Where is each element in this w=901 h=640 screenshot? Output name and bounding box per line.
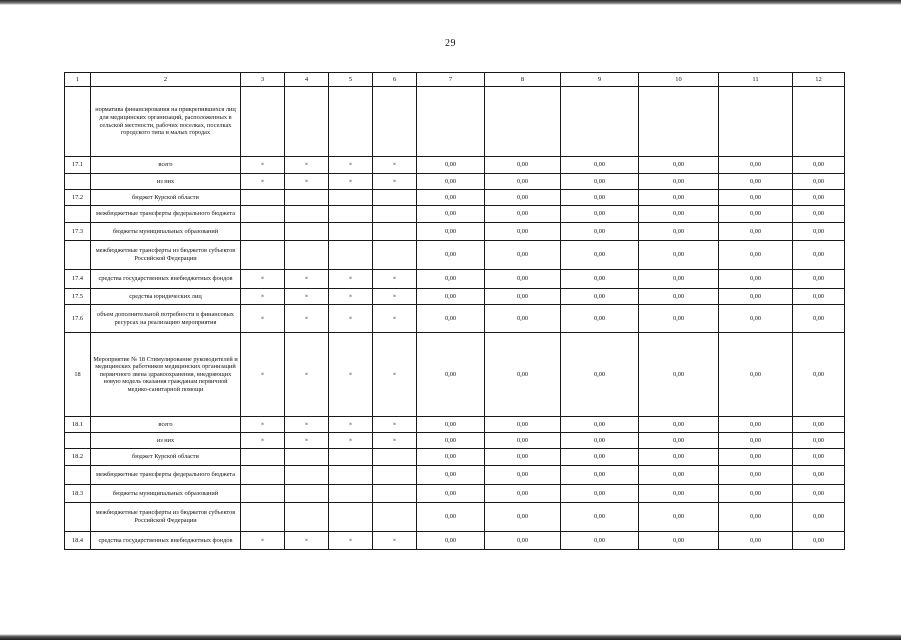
mark-cell: ×	[285, 433, 329, 449]
row-name: бюджет Курской области	[91, 449, 241, 466]
value-cell: 0,00	[561, 223, 639, 241]
row-number: 18.2	[65, 449, 91, 466]
value-cell	[485, 87, 561, 157]
value-cell: 0,00	[793, 270, 845, 289]
mark-cell	[285, 485, 329, 503]
value-cell: 0,00	[719, 417, 793, 433]
value-cell: 0,00	[561, 174, 639, 190]
value-cell: 0,00	[639, 174, 719, 190]
value-cell: 0,00	[485, 289, 561, 305]
header-cell: 10	[639, 73, 719, 87]
value-cell: 0,00	[485, 485, 561, 503]
value-cell: 0,00	[793, 449, 845, 466]
value-cell: 0,00	[639, 503, 719, 532]
header-row	[65, 73, 845, 87]
value-cell: 0,00	[719, 223, 793, 241]
row-name: всего	[91, 157, 241, 174]
value-cell: 0,00	[561, 206, 639, 223]
header-cell: 9	[561, 73, 639, 87]
mark-cell	[329, 206, 373, 223]
value-cell: 0,00	[719, 305, 793, 333]
mark-cell: ×	[285, 417, 329, 433]
row-name: средства государственных внебюджетных фондов	[91, 532, 241, 550]
value-cell: 0,00	[793, 305, 845, 333]
row-name: межбюджетные трансферты из бюджетов субъектов Российской Федерации	[91, 241, 241, 270]
table-row	[65, 503, 845, 532]
value-cell	[417, 87, 485, 157]
value-cell: 0,00	[485, 417, 561, 433]
mark-cell	[285, 190, 329, 206]
scan-edge-top	[0, 0, 901, 5]
value-cell: 0,00	[561, 157, 639, 174]
table-row	[65, 417, 845, 433]
mark-cell: ×	[241, 289, 285, 305]
row-name: из них	[91, 433, 241, 449]
value-cell: 0,00	[639, 417, 719, 433]
value-cell: 0,00	[719, 333, 793, 417]
row-number	[65, 433, 91, 449]
value-cell: 0,00	[485, 433, 561, 449]
value-cell: 0,00	[719, 466, 793, 485]
mark-cell	[285, 223, 329, 241]
row-name: Мероприятие № 18 Стимулирование руководителей и медицинских работников медицинских организаций первичного звена здравоохранения, внедряющих новую модель оказания гражданам первичной медико-санитарной помощи	[91, 333, 241, 417]
row-name: норматива финансирования на прикрепившихся лиц для медицинских организаций, расположенных в сельской местности, рабочих поселках, поселках городского типа и малых городах	[91, 87, 241, 157]
value-cell: 0,00	[485, 466, 561, 485]
table-row	[65, 270, 845, 289]
value-cell: 0,00	[485, 241, 561, 270]
value-cell: 0,00	[793, 157, 845, 174]
row-number: 17.1	[65, 157, 91, 174]
table-row	[65, 241, 845, 270]
mark-cell: ×	[329, 289, 373, 305]
value-cell: 0,00	[639, 466, 719, 485]
value-cell: 0,00	[417, 223, 485, 241]
row-number: 17.4	[65, 270, 91, 289]
mark-cell	[241, 466, 285, 485]
value-cell	[561, 87, 639, 157]
value-cell: 0,00	[485, 333, 561, 417]
value-cell: 0,00	[719, 241, 793, 270]
value-cell: 0,00	[485, 532, 561, 550]
mark-cell	[329, 190, 373, 206]
value-cell: 0,00	[417, 174, 485, 190]
mark-cell	[373, 485, 417, 503]
table-row	[65, 87, 845, 157]
mark-cell	[285, 449, 329, 466]
value-cell: 0,00	[485, 305, 561, 333]
value-cell: 0,00	[417, 305, 485, 333]
row-number: 18	[65, 333, 91, 417]
row-number	[65, 174, 91, 190]
mark-cell	[329, 449, 373, 466]
value-cell: 0,00	[639, 333, 719, 417]
value-cell: 0,00	[561, 466, 639, 485]
value-cell: 0,00	[561, 289, 639, 305]
value-cell: 0,00	[639, 157, 719, 174]
value-cell: 0,00	[793, 485, 845, 503]
value-cell: 0,00	[719, 174, 793, 190]
mark-cell	[329, 485, 373, 503]
mark-cell	[241, 449, 285, 466]
row-name: межбюджетные трансферты федерального бюджета	[91, 466, 241, 485]
mark-cell: ×	[373, 174, 417, 190]
row-number	[65, 87, 91, 157]
mark-cell	[285, 466, 329, 485]
value-cell: 0,00	[417, 532, 485, 550]
value-cell: 0,00	[793, 417, 845, 433]
mark-cell: ×	[285, 305, 329, 333]
row-name: всего	[91, 417, 241, 433]
value-cell: 0,00	[719, 485, 793, 503]
value-cell: 0,00	[485, 223, 561, 241]
value-cell: 0,00	[719, 206, 793, 223]
mark-cell	[329, 87, 373, 157]
value-cell: 0,00	[719, 190, 793, 206]
value-cell: 0,00	[639, 270, 719, 289]
row-number	[65, 241, 91, 270]
value-cell: 0,00	[417, 466, 485, 485]
value-cell: 0,00	[719, 532, 793, 550]
value-cell: 0,00	[417, 270, 485, 289]
mark-cell: ×	[329, 305, 373, 333]
mark-cell: ×	[285, 532, 329, 550]
value-cell: 0,00	[639, 305, 719, 333]
mark-cell: ×	[285, 333, 329, 417]
mark-cell	[329, 503, 373, 532]
header-cell: 7	[417, 73, 485, 87]
mark-cell	[329, 223, 373, 241]
table-row	[65, 190, 845, 206]
value-cell: 0,00	[639, 289, 719, 305]
value-cell: 0,00	[485, 503, 561, 532]
value-cell: 0,00	[793, 503, 845, 532]
value-cell: 0,00	[561, 449, 639, 466]
header-cell: 8	[485, 73, 561, 87]
value-cell: 0,00	[793, 190, 845, 206]
value-cell: 0,00	[793, 174, 845, 190]
mark-cell: ×	[373, 305, 417, 333]
row-number: 17.3	[65, 223, 91, 241]
value-cell: 0,00	[639, 485, 719, 503]
value-cell: 0,00	[793, 433, 845, 449]
value-cell	[719, 87, 793, 157]
row-number	[65, 503, 91, 532]
mark-cell	[373, 466, 417, 485]
mark-cell: ×	[373, 270, 417, 289]
value-cell: 0,00	[639, 223, 719, 241]
value-cell: 0,00	[719, 157, 793, 174]
page-number: 29	[445, 38, 456, 49]
row-number	[65, 206, 91, 223]
mark-cell: ×	[373, 417, 417, 433]
row-name: средства юридических лиц	[91, 289, 241, 305]
table-row	[65, 532, 845, 550]
mark-cell: ×	[329, 433, 373, 449]
mark-cell	[373, 503, 417, 532]
value-cell: 0,00	[485, 270, 561, 289]
value-cell	[793, 87, 845, 157]
table-row	[65, 289, 845, 305]
header-cell: 3	[241, 73, 285, 87]
table-row	[65, 305, 845, 333]
mark-cell	[373, 87, 417, 157]
row-number: 17.6	[65, 305, 91, 333]
table-row	[65, 466, 845, 485]
table-row	[65, 449, 845, 466]
mark-cell	[373, 223, 417, 241]
row-number: 17.2	[65, 190, 91, 206]
row-name: межбюджетные трансферты из бюджетов субъектов Российской Федерации	[91, 503, 241, 532]
mark-cell: ×	[241, 417, 285, 433]
mark-cell	[285, 87, 329, 157]
value-cell: 0,00	[561, 433, 639, 449]
value-cell: 0,00	[485, 206, 561, 223]
mark-cell	[285, 206, 329, 223]
row-number: 18.3	[65, 485, 91, 503]
value-cell: 0,00	[417, 433, 485, 449]
value-cell: 0,00	[561, 241, 639, 270]
value-cell: 0,00	[417, 485, 485, 503]
value-cell: 0,00	[417, 417, 485, 433]
value-cell: 0,00	[561, 417, 639, 433]
row-name: объем дополнительной потребности в финансовых ресурсах на реализацию мероприятия	[91, 305, 241, 333]
value-cell: 0,00	[561, 270, 639, 289]
row-number: 18.1	[65, 417, 91, 433]
value-cell: 0,00	[561, 190, 639, 206]
value-cell: 0,00	[793, 289, 845, 305]
value-cell: 0,00	[719, 433, 793, 449]
header-cell: 1	[65, 73, 91, 87]
value-cell: 0,00	[639, 206, 719, 223]
value-cell: 0,00	[417, 241, 485, 270]
header-cell: 11	[719, 73, 793, 87]
mark-cell: ×	[329, 417, 373, 433]
value-cell: 0,00	[561, 532, 639, 550]
mark-cell: ×	[285, 289, 329, 305]
row-name: средства государственных внебюджетных фондов	[91, 270, 241, 289]
mark-cell	[241, 190, 285, 206]
mark-cell	[241, 503, 285, 532]
mark-cell: ×	[373, 433, 417, 449]
value-cell: 0,00	[417, 449, 485, 466]
header-cell: 6	[373, 73, 417, 87]
value-cell: 0,00	[417, 190, 485, 206]
mark-cell: ×	[285, 157, 329, 174]
row-number: 18.4	[65, 532, 91, 550]
mark-cell: ×	[241, 433, 285, 449]
mark-cell	[373, 190, 417, 206]
value-cell: 0,00	[639, 241, 719, 270]
value-cell	[639, 87, 719, 157]
row-name: бюджет Курской области	[91, 190, 241, 206]
value-cell: 0,00	[417, 157, 485, 174]
value-cell: 0,00	[639, 190, 719, 206]
mark-cell: ×	[373, 333, 417, 417]
header-cell: 2	[91, 73, 241, 87]
mark-cell: ×	[241, 174, 285, 190]
mark-cell	[241, 223, 285, 241]
mark-cell	[373, 241, 417, 270]
mark-cell	[241, 87, 285, 157]
table-row	[65, 433, 845, 449]
value-cell: 0,00	[793, 206, 845, 223]
value-cell: 0,00	[719, 449, 793, 466]
mark-cell: ×	[241, 157, 285, 174]
mark-cell: ×	[329, 532, 373, 550]
table-row	[65, 333, 845, 417]
table-row	[65, 206, 845, 223]
mark-cell: ×	[329, 333, 373, 417]
mark-cell	[373, 449, 417, 466]
value-cell: 0,00	[485, 449, 561, 466]
header-cell: 12	[793, 73, 845, 87]
value-cell: 0,00	[485, 190, 561, 206]
mark-cell	[285, 503, 329, 532]
mark-cell	[329, 241, 373, 270]
value-cell: 0,00	[561, 485, 639, 503]
table-body	[65, 73, 845, 550]
value-cell: 0,00	[793, 532, 845, 550]
table-row	[65, 485, 845, 503]
mark-cell	[241, 485, 285, 503]
value-cell: 0,00	[417, 503, 485, 532]
value-cell: 0,00	[719, 289, 793, 305]
value-cell: 0,00	[417, 289, 485, 305]
value-cell: 0,00	[561, 503, 639, 532]
value-cell: 0,00	[485, 174, 561, 190]
row-number	[65, 466, 91, 485]
row-name: бюджеты муниципальных образований	[91, 485, 241, 503]
mark-cell: ×	[241, 270, 285, 289]
value-cell: 0,00	[417, 206, 485, 223]
mark-cell: ×	[241, 305, 285, 333]
row-name: из них	[91, 174, 241, 190]
mark-cell	[241, 206, 285, 223]
value-cell: 0,00	[639, 449, 719, 466]
mark-cell: ×	[329, 174, 373, 190]
value-cell: 0,00	[719, 270, 793, 289]
mark-cell	[241, 241, 285, 270]
value-cell: 0,00	[793, 333, 845, 417]
value-cell: 0,00	[719, 503, 793, 532]
value-cell: 0,00	[639, 433, 719, 449]
value-cell: 0,00	[793, 223, 845, 241]
value-cell: 0,00	[485, 157, 561, 174]
mark-cell	[329, 466, 373, 485]
mark-cell: ×	[241, 532, 285, 550]
budget-table	[64, 72, 845, 550]
mark-cell: ×	[373, 157, 417, 174]
mark-cell	[373, 206, 417, 223]
value-cell: 0,00	[561, 333, 639, 417]
mark-cell: ×	[373, 289, 417, 305]
mark-cell: ×	[329, 270, 373, 289]
table-row	[65, 157, 845, 174]
table-row	[65, 174, 845, 190]
mark-cell: ×	[285, 174, 329, 190]
table-row	[65, 223, 845, 241]
value-cell: 0,00	[793, 241, 845, 270]
scan-edge-bottom	[0, 634, 901, 640]
value-cell: 0,00	[561, 305, 639, 333]
value-cell: 0,00	[639, 532, 719, 550]
row-name: бюджеты муниципальных образований	[91, 223, 241, 241]
mark-cell	[285, 241, 329, 270]
header-cell: 5	[329, 73, 373, 87]
mark-cell: ×	[241, 333, 285, 417]
mark-cell: ×	[373, 532, 417, 550]
value-cell: 0,00	[793, 466, 845, 485]
mark-cell: ×	[285, 270, 329, 289]
header-cell: 4	[285, 73, 329, 87]
row-number: 17.5	[65, 289, 91, 305]
value-cell: 0,00	[417, 333, 485, 417]
row-name: межбюджетные трансферты федерального бюджета	[91, 206, 241, 223]
mark-cell: ×	[329, 157, 373, 174]
